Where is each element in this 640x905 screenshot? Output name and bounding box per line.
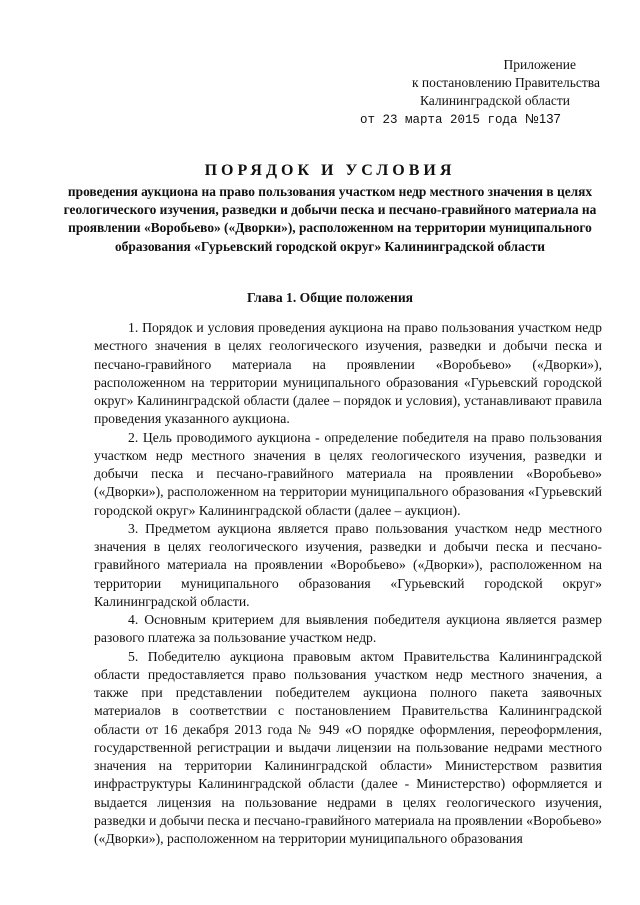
document-body	[94, 319, 602, 848]
paragraph-5: 5. Победителю аукциона правовым актом Правительства Калининградской области предоставляется право пользования участком недр местного значения, а также при представлении победителем аукциона полного пакета заявочных материалов в соответствии с постановлением Правительства Калининградской области от 16 декабря 2013 года № 949 «О порядке оформления, переоформления, государственной регистрации и выдачи лицензии на пользование недрами местного значения на территории Калининградской области» Министерством развития инфраструктуры Калининградской области (далее - Министерство) оформляется и выдается лицензия на пользование недрами в целях геологического изучения, разведки и добычи песка и песчано-гравийного материала на проявлении «Воробьево» («Дворки»), расположенном на территории муниципального образования	[94, 648, 602, 846]
annex-date-text: от 23 марта 2015 года	[360, 113, 518, 127]
paragraph-3: 3. Предметом аукциона является право пользования участком недр местного значения в целях геологического изучения, разведки и добычи песка и песчано-гравийного материала на проявлении «Воробьево» («Дворки»), расположенном на территории муниципального образования «Гурьевский городской округ» Калининградской области.	[94, 520, 602, 609]
annex-region: Калининградской области	[419, 93, 570, 108]
annex-date	[330, 110, 600, 129]
annex-title: Приложение	[503, 57, 576, 72]
chapter-heading: Глава 1. Общие положения	[246, 290, 414, 305]
annex-header	[330, 56, 600, 129]
title-block	[60, 161, 600, 256]
annex-number: №137	[525, 111, 561, 126]
document-title: ПОРЯДОК И УСЛОВИЯ	[204, 162, 456, 179]
paragraph-2: 2. Цель проводимого аукциона - определение победителя на право пользования участком недр местного значения в целях геологического изучения, разведки и добычи песка и песчано-гравийного материала на проявлении «Воробьево» («Дворки»), расположенном на территории муниципального образования «Гурьевский городской округ» Калининградской области (далее – аукцион).	[94, 429, 602, 518]
paragraph-4: 4. Основным критерием для выявления победителя аукциона является размер разового платежа за пользование участком недр.	[94, 612, 602, 646]
paragraph-1: 1. Порядок и условия проведения аукциона на право пользования участком недр местного значения в целях геологического изучения, разведки и добычи песка и песчано-гравийного материала на проявлении «Воробьево» («Дворки»), расположенном на территории муниципального образования «Гурьевский городской округ» Калининградской области (далее – порядок и условия), устанавливают правила проведения указанного аукциона.	[94, 320, 602, 427]
annex-resolution: к постановлению Правительства	[411, 75, 600, 90]
document-subtitle: проведения аукциона на право пользования участком недр местного значения в целях геологического изучения, разведки и добычи песка и песчано-гравийного материала на проявлении «Воробьево» («Дворки»), расположенном на территории муниципального образования «Гурьевский городской округ» Калининградской области	[63, 184, 597, 254]
